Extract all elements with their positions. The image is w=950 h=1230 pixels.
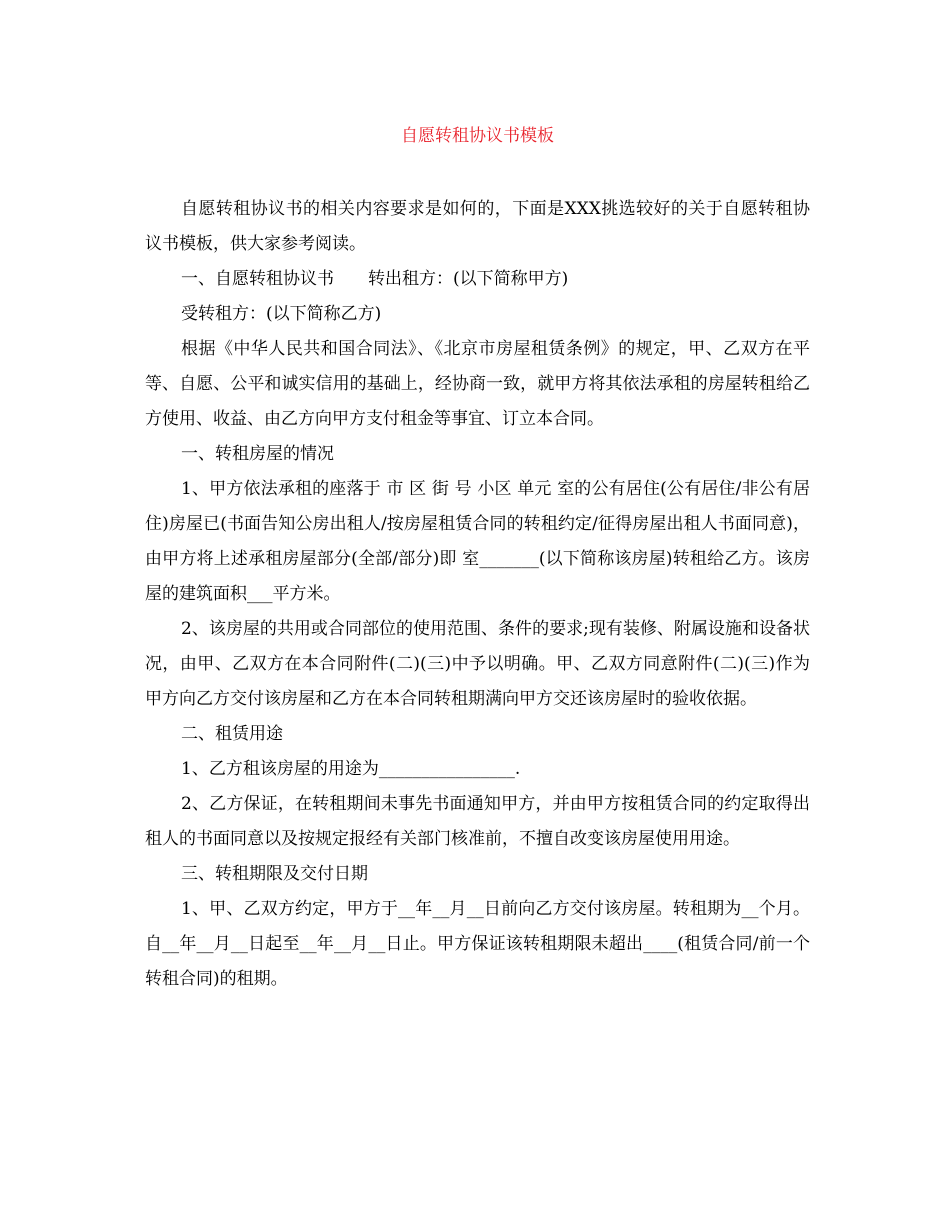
- clause-usage-guarantee: 2、乙方保证，在转租期间未事先书面通知甲方，并由甲方按租赁合同的约定取得出租人的书面同意以及按规定报经有关部门核准前，不擅自改变该房屋使用用途。: [145, 794, 810, 849]
- document-title: 自愿转租协议书模板: [401, 126, 554, 146]
- intro-paragraph: 自愿转租协议书的相关内容要求是如何的，下面是XXX挑选较好的关于自愿转租协议书模板，供大家参考阅读。: [145, 199, 810, 254]
- clause-property-location: 1、甲方依法承租的座落于 市 区 街 号 小区 单元 室的公有居住(公有居住/非公有居住)房屋已(书面告知公房出租人/按房屋租赁合同的转租约定/征得房屋出租人书面同意)，由甲方将上述承租房屋部分(全部/部分)即 室_______(以下简称该房屋)转租给乙方。该房屋的建筑面积___平方米。: [145, 479, 810, 604]
- section-heading-usage: 二、租赁用途: [181, 724, 283, 744]
- lessee-line: 受转租方：(以下简称乙方): [181, 304, 382, 324]
- clause-term-delivery: 1、甲、乙双方约定，甲方于__年__月__日前向乙方交付该房屋。转租期为__个月。自__年__月__日起至__年__月__日止。甲方保证该转租期限未超出____(租赁合同/前一个转租合同)的租期。: [145, 899, 810, 989]
- section-heading-term: 三、转租期限及交付日期: [181, 864, 368, 884]
- lessor-line: 一、自愿转租协议书 转出租方：(以下简称甲方): [181, 269, 569, 289]
- clause-usage-purpose: 1、乙方租该房屋的用途为________________.: [181, 759, 521, 779]
- document-body: [145, 192, 810, 997]
- legal-basis-paragraph: 根据《中华人民共和国合同法》、《北京市房屋租赁条例》的规定，甲、乙双方在平等、自愿、公平和诚实信用的基础上，经协商一致，就甲方将其依法承租的房屋转租给乙方使用、收益、由乙方向甲方支付租金等事宜、订立本合同。: [145, 339, 810, 429]
- section-heading-property: 一、转租房屋的情况: [181, 444, 334, 464]
- clause-property-facilities: 2、该房屋的共用或合同部位的使用范围、条件的要求;现有装修、附属设施和设备状况，由甲、乙双方在本合同附件(二)(三)中予以明确。甲、乙双方同意附件(二)(三)作为甲方向乙方交付该房屋和乙方在本合同转租期满向甲方交还该房屋时的验收依据。: [145, 619, 810, 709]
